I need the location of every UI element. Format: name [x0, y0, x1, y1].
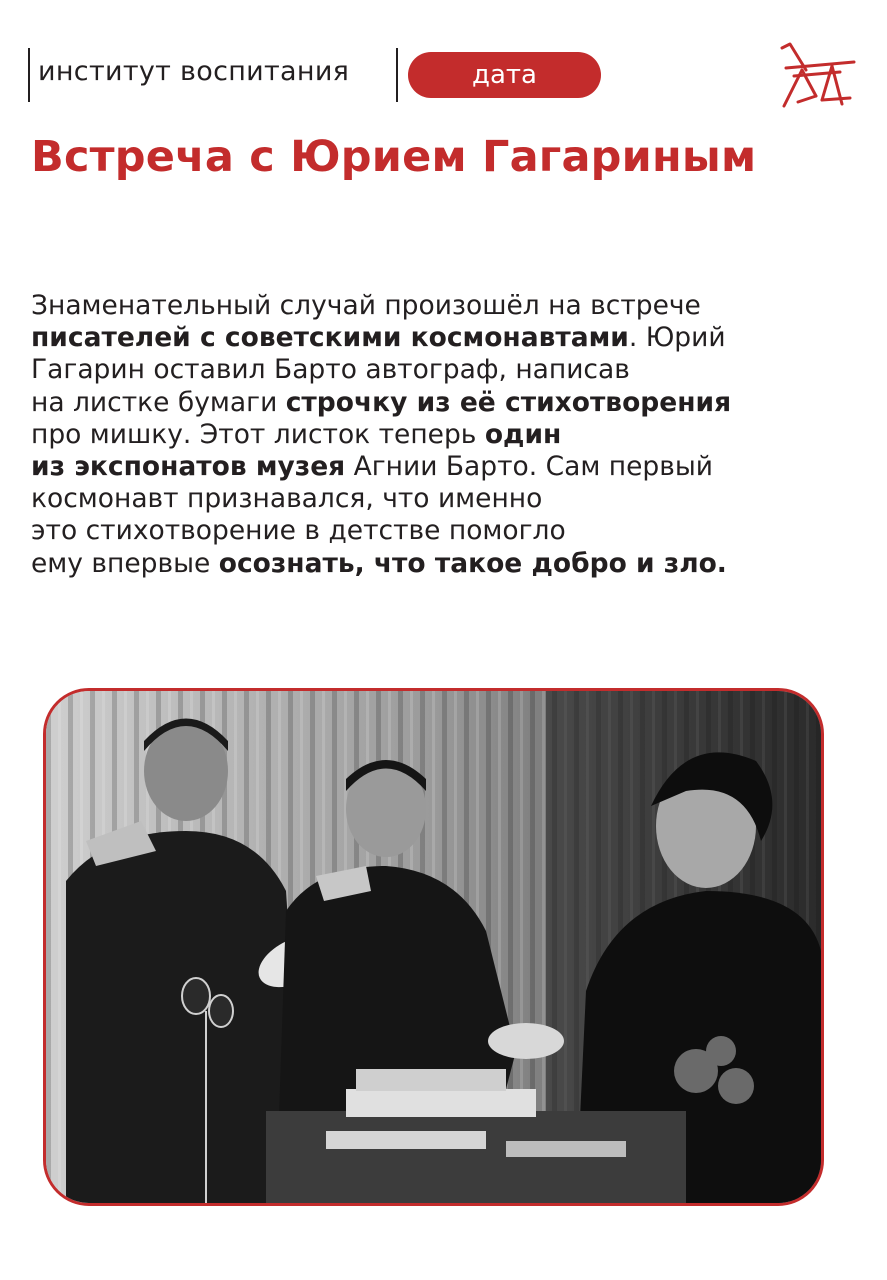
date-tag: дата [408, 52, 601, 98]
text-line-8: это стихотворение в детстве помогло [31, 515, 566, 547]
text-line-7: космонавт признавался, что именно [31, 483, 543, 515]
header-divider-middle [396, 48, 398, 102]
photo-illustration [46, 691, 821, 1203]
historical-photo [43, 688, 824, 1206]
chair-logo-icon [776, 40, 858, 112]
text-line-6: из экспонатов музея Агнии Барто. Сам первый [31, 451, 713, 483]
header-divider-left [28, 48, 30, 102]
text-line-9: ему впервые осознать, что такое добро и зло. [31, 547, 727, 579]
text-line-2: писателей с советскими космонавтами. Юрий [31, 322, 726, 354]
text-line-5: про мишку. Этот листок теперь один [31, 418, 562, 450]
text-line-3: Гагарин оставил Барто автограф, написав [31, 354, 630, 386]
body-paragraph [31, 290, 861, 580]
page-title: Встреча с Юрием Гагариным [31, 132, 757, 182]
header [28, 44, 608, 104]
text-line-4: на листке бумаги строчку из её стихотворения [31, 386, 732, 418]
institute-label: институт воспитания [38, 56, 350, 87]
text-line-1: Знаменательный случай произошёл на встрече [31, 290, 701, 321]
